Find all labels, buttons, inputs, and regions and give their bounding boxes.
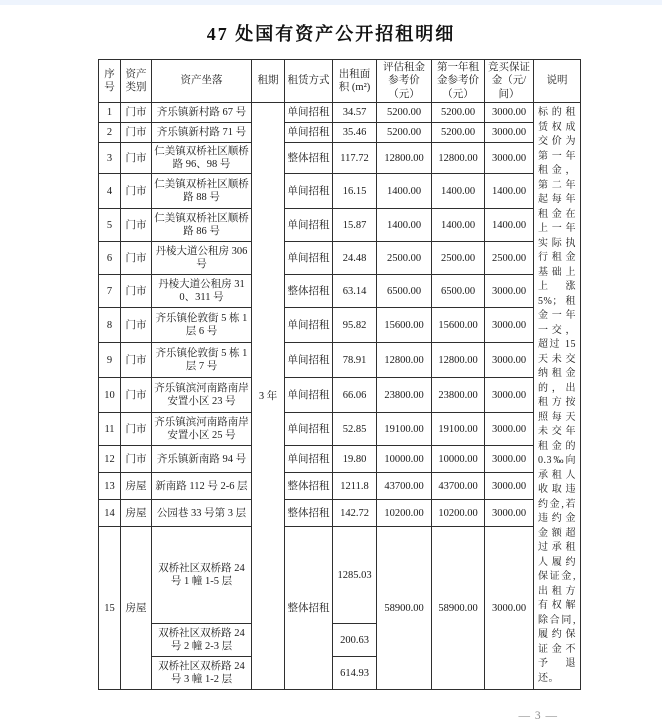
- cell-assessed: 1400.00: [377, 174, 432, 209]
- cell-deposit: 1400.00: [485, 174, 534, 209]
- cell-category: 门市: [121, 103, 152, 123]
- cell-deposit: 3000.00: [485, 275, 534, 308]
- cell-area: 1285.03: [333, 527, 377, 624]
- cell-first-year: 43700.00: [432, 473, 485, 500]
- cell-deposit: 1400.00: [485, 209, 534, 242]
- cell-first-year: 12800.00: [432, 143, 485, 174]
- cell-first-year: 10200.00: [432, 500, 485, 527]
- header-method: 租赁方式: [285, 60, 333, 103]
- cell-area: 63.14: [333, 275, 377, 308]
- cell-deposit: 3000.00: [485, 500, 534, 527]
- cell-seq: 6: [99, 242, 121, 275]
- cell-deposit: 3000.00: [485, 446, 534, 473]
- cell-location: 齐乐镇伦敦街 5 栋 1 层 6 号: [152, 308, 252, 343]
- cell-location: 仁美镇双桥社区顺桥路 86 号: [152, 209, 252, 242]
- cell-location: 齐乐镇伦敦街 5 栋 1 层 7 号: [152, 343, 252, 378]
- header-category: 资产类别: [121, 60, 152, 103]
- cell-method: 单间招租: [285, 103, 333, 123]
- cell-location: 双桥社区双桥路 24 号 1 幢 1-5 层: [152, 527, 252, 624]
- cell-first-year: 15600.00: [432, 308, 485, 343]
- cell-assessed: 12800.00: [377, 343, 432, 378]
- header-note: 说明: [534, 60, 581, 103]
- cell-first-year: 23800.00: [432, 378, 485, 413]
- cell-seq: 15: [99, 527, 121, 690]
- cell-category: 房屋: [121, 527, 152, 690]
- table-row: [99, 378, 581, 413]
- cell-method: 单间招租: [285, 308, 333, 343]
- table-row: [99, 143, 581, 174]
- rent-table-container: [98, 59, 662, 690]
- cell-seq: 11: [99, 413, 121, 446]
- cell-assessed: 2500.00: [377, 242, 432, 275]
- cell-category: 门市: [121, 275, 152, 308]
- cell-deposit: 3000.00: [485, 473, 534, 500]
- header-assessed: 评估租金参考价（元）: [377, 60, 432, 103]
- table-header-row: [99, 60, 581, 103]
- cell-seq: 5: [99, 209, 121, 242]
- table-row: [99, 446, 581, 473]
- cell-location: 双桥社区双桥路 24 号 2 幢 2-3 层: [152, 624, 252, 657]
- table-row: [99, 527, 581, 624]
- cell-area: 1211.8: [333, 473, 377, 500]
- cell-location: 新南路 112 号 2-6 层: [152, 473, 252, 500]
- cell-first-year: 58900.00: [432, 527, 485, 690]
- cell-location: 仁美镇双桥社区顺桥路 96、98 号: [152, 143, 252, 174]
- cell-area: 200.63: [333, 624, 377, 657]
- table-row: [99, 500, 581, 527]
- cell-method: 整体招租: [285, 500, 333, 527]
- cell-seq: 1: [99, 103, 121, 123]
- cell-category: 房屋: [121, 500, 152, 527]
- cell-location: 齐乐镇滨河南路南岸安置小区 23 号: [152, 378, 252, 413]
- cell-method: 整体招租: [285, 527, 333, 690]
- cell-method: 单间招租: [285, 174, 333, 209]
- header-seq: 序号: [99, 60, 121, 103]
- table-row: [99, 103, 581, 123]
- cell-category: 门市: [121, 413, 152, 446]
- cell-area: 95.82: [333, 308, 377, 343]
- cell-location: 丹棱大道公租房 306 号: [152, 242, 252, 275]
- cell-seq: 8: [99, 308, 121, 343]
- cell-term: 3 年: [252, 103, 285, 690]
- cell-deposit: 3000.00: [485, 308, 534, 343]
- cell-method: 单间招租: [285, 123, 333, 143]
- cell-area: 35.46: [333, 123, 377, 143]
- table-row: [99, 123, 581, 143]
- cell-assessed: 10000.00: [377, 446, 432, 473]
- cell-method: 单间招租: [285, 209, 333, 242]
- cell-deposit: 3000.00: [485, 343, 534, 378]
- cell-deposit: 2500.00: [485, 242, 534, 275]
- cell-assessed: 23800.00: [377, 378, 432, 413]
- cell-method: 单间招租: [285, 378, 333, 413]
- cell-area: 614.93: [333, 657, 377, 690]
- cell-location: 仁美镇双桥社区顺桥路 88 号: [152, 174, 252, 209]
- cell-area: 142.72: [333, 500, 377, 527]
- cell-note: 标的租赁权成交价为第一年租金，第二年起每年租金在上一年实际执行租金基础上上涨 5%；租金一年一交，超过 15 天未交纳租金的，出租方按照每天未交年租金的 0.3‰向承租人收取违约金,若违约金金额超过承租人履约保证金,出租方有权解除合同,履约保证金不予退还。: [534, 103, 581, 690]
- cell-seq: 12: [99, 446, 121, 473]
- cell-method: 单间招租: [285, 343, 333, 378]
- cell-location: 齐乐镇滨河南路南岸安置小区 25 号: [152, 413, 252, 446]
- cell-area: 16.15: [333, 174, 377, 209]
- cell-area: 52.85: [333, 413, 377, 446]
- cell-category: 门市: [121, 446, 152, 473]
- cell-category: 门市: [121, 143, 152, 174]
- cell-seq: 13: [99, 473, 121, 500]
- cell-area: 78.91: [333, 343, 377, 378]
- cell-category: 门市: [121, 209, 152, 242]
- header-deposit: 竞买保证金（元/间）: [485, 60, 534, 103]
- cell-method: 整体招租: [285, 473, 333, 500]
- cell-seq: 10: [99, 378, 121, 413]
- cell-category: 门市: [121, 378, 152, 413]
- cell-deposit: 3000.00: [485, 123, 534, 143]
- table-row: [99, 413, 581, 446]
- page-number: — 3 —: [518, 710, 558, 722]
- cell-category: 门市: [121, 123, 152, 143]
- cell-assessed: 58900.00: [377, 527, 432, 690]
- cell-deposit: 3000.00: [485, 378, 534, 413]
- cell-deposit: 3000.00: [485, 143, 534, 174]
- cell-location: 齐乐镇新村路 71 号: [152, 123, 252, 143]
- header-area: 出租面积 (m²): [333, 60, 377, 103]
- cell-first-year: 1400.00: [432, 209, 485, 242]
- cell-area: 15.87: [333, 209, 377, 242]
- table-row: [99, 209, 581, 242]
- cell-assessed: 6500.00: [377, 275, 432, 308]
- cell-assessed: 12800.00: [377, 143, 432, 174]
- cell-assessed: 5200.00: [377, 103, 432, 123]
- table-row: [99, 242, 581, 275]
- table-row: [99, 343, 581, 378]
- top-edge-strip: [0, 0, 662, 5]
- cell-first-year: 2500.00: [432, 242, 485, 275]
- cell-area: 66.06: [333, 378, 377, 413]
- table-row: [99, 275, 581, 308]
- cell-location: 公园巷 33 号第 3 层: [152, 500, 252, 527]
- cell-location: 双桥社区双桥路 24 号 3 幢 1-2 层: [152, 657, 252, 690]
- header-location: 资产坐落: [152, 60, 252, 103]
- cell-method: 整体招租: [285, 143, 333, 174]
- page-title: 47 处国有资产公开招租明细: [206, 24, 456, 44]
- cell-seq: 7: [99, 275, 121, 308]
- rent-table: [98, 59, 581, 690]
- cell-first-year: 12800.00: [432, 343, 485, 378]
- table-row: [99, 473, 581, 500]
- cell-location: 丹棱大道公租房 310、311 号: [152, 275, 252, 308]
- cell-method: 单间招租: [285, 446, 333, 473]
- cell-first-year: 5200.00: [432, 123, 485, 143]
- cell-category: 门市: [121, 174, 152, 209]
- cell-assessed: 15600.00: [377, 308, 432, 343]
- header-first-year: 第一年租金参考价（元）: [432, 60, 485, 103]
- cell-category: 门市: [121, 242, 152, 275]
- cell-area: 34.57: [333, 103, 377, 123]
- cell-area: 117.72: [333, 143, 377, 174]
- cell-first-year: 10000.00: [432, 446, 485, 473]
- cell-first-year: 19100.00: [432, 413, 485, 446]
- cell-first-year: 1400.00: [432, 174, 485, 209]
- cell-category: 房屋: [121, 473, 152, 500]
- cell-area: 19.80: [333, 446, 377, 473]
- cell-assessed: 19100.00: [377, 413, 432, 446]
- cell-deposit: 3000.00: [485, 527, 534, 690]
- header-term: 租期: [252, 60, 285, 103]
- cell-category: 门市: [121, 308, 152, 343]
- cell-first-year: 5200.00: [432, 103, 485, 123]
- cell-seq: 2: [99, 123, 121, 143]
- table-row: [99, 308, 581, 343]
- cell-location: 齐乐镇新村路 67 号: [152, 103, 252, 123]
- cell-category: 门市: [121, 343, 152, 378]
- cell-seq: 4: [99, 174, 121, 209]
- cell-assessed: 43700.00: [377, 473, 432, 500]
- cell-method: 单间招租: [285, 242, 333, 275]
- cell-assessed: 5200.00: [377, 123, 432, 143]
- cell-location: 齐乐镇新南路 94 号: [152, 446, 252, 473]
- cell-seq: 14: [99, 500, 121, 527]
- table-row: [99, 174, 581, 209]
- cell-assessed: 10200.00: [377, 500, 432, 527]
- cell-seq: 9: [99, 343, 121, 378]
- cell-first-year: 6500.00: [432, 275, 485, 308]
- cell-assessed: 1400.00: [377, 209, 432, 242]
- cell-method: 单间招租: [285, 413, 333, 446]
- cell-seq: 3: [99, 143, 121, 174]
- cell-method: 整体招租: [285, 275, 333, 308]
- cell-deposit: 3000.00: [485, 413, 534, 446]
- cell-deposit: 3000.00: [485, 103, 534, 123]
- cell-area: 24.48: [333, 242, 377, 275]
